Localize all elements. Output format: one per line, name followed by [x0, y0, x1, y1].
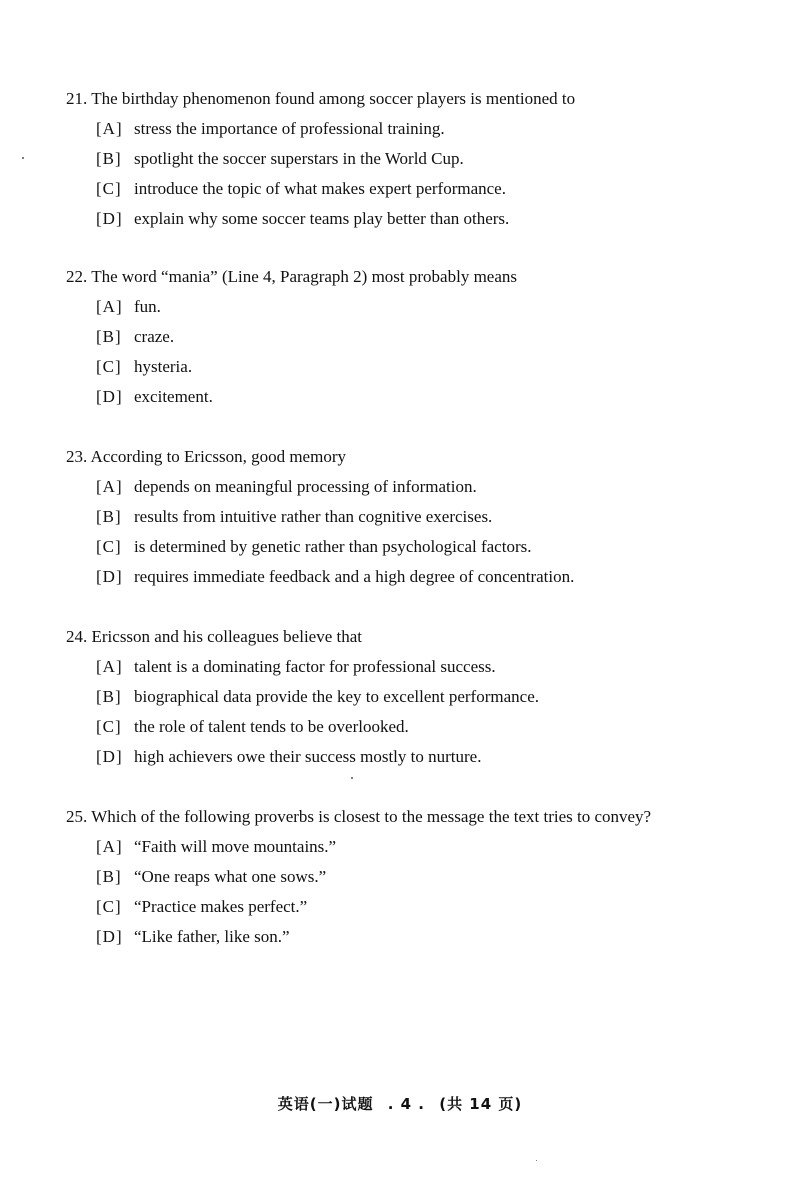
option-d	[96, 386, 766, 416]
option-text: biographical data provide the key to excellent performance.	[134, 687, 539, 706]
option-list	[66, 296, 766, 416]
option-d	[96, 746, 766, 776]
option-text: results from intuitive rather than cognitive exercises.	[134, 507, 493, 526]
footer-subject: 英语(一)试题	[277, 1095, 374, 1113]
option-text: is determined by genetic rather than psychological factors.	[134, 537, 532, 556]
option-text: the role of talent tends to be overlooked.	[134, 717, 409, 736]
option-letter: [A]	[96, 837, 123, 856]
option-letter: [B]	[96, 507, 122, 526]
question-22	[66, 266, 766, 416]
option-text: craze.	[134, 327, 175, 346]
option-c	[96, 536, 766, 566]
option-d	[96, 566, 766, 596]
option-text: high achievers owe their success mostly to nurture.	[134, 747, 482, 766]
option-letter: [A]	[96, 477, 123, 496]
option-letter: [D]	[96, 567, 123, 586]
option-letter: [C]	[96, 717, 122, 736]
option-letter: [A]	[96, 119, 123, 138]
option-text: stress the importance of professional training.	[134, 119, 445, 138]
option-text: introduce the topic of what makes expert performance.	[134, 179, 506, 198]
option-a	[96, 476, 766, 506]
option-d	[96, 926, 766, 956]
option-b	[96, 866, 766, 896]
option-text: talent is a dominating factor for professional success.	[134, 657, 496, 676]
option-d	[96, 208, 766, 238]
option-letter: [A]	[96, 297, 123, 316]
option-letter: [D]	[96, 387, 123, 406]
scan-speck	[351, 777, 353, 779]
question-25	[66, 806, 766, 956]
option-list	[66, 118, 766, 238]
question-stem: 23. According to Ericsson, good memory	[66, 447, 346, 466]
option-a	[96, 118, 766, 148]
option-text: requires immediate feedback and a high degree of concentration.	[134, 567, 575, 586]
option-letter: [B]	[96, 149, 122, 168]
option-a	[96, 296, 766, 326]
option-text: excitement.	[134, 387, 213, 406]
option-a	[96, 656, 766, 686]
option-letter: [D]	[96, 927, 123, 946]
option-letter: [B]	[96, 867, 122, 886]
option-b	[96, 506, 766, 536]
scan-speck	[536, 1160, 537, 1161]
option-b	[96, 326, 766, 356]
option-letter: [C]	[96, 897, 122, 916]
option-c	[96, 896, 766, 926]
option-letter: [B]	[96, 687, 122, 706]
option-letter: [D]	[96, 209, 123, 228]
option-letter: [C]	[96, 537, 122, 556]
footer-total-pages: (共 14 页)	[439, 1095, 523, 1113]
option-text: spotlight the soccer superstars in the World Cup.	[134, 149, 464, 168]
question-stem: 21. The birthday phenomenon found among soccer players is mentioned to	[66, 89, 576, 108]
question-stem: 22. The word “mania” (Line 4, Paragraph 2) most probably means	[66, 267, 517, 286]
question-stem: 24. Ericsson and his colleagues believe that	[66, 627, 362, 646]
option-list	[66, 476, 766, 596]
option-text: fun.	[134, 297, 161, 316]
option-b	[96, 148, 766, 178]
option-letter: [B]	[96, 327, 122, 346]
option-text: “Faith will move mountains.”	[134, 837, 337, 856]
option-text: “Practice makes perfect.”	[134, 897, 308, 916]
option-letter: [C]	[96, 357, 122, 376]
option-b	[96, 686, 766, 716]
option-letter: [C]	[96, 179, 122, 198]
question-stem: 25. Which of the following proverbs is closest to the message the text tries to convey?	[66, 807, 652, 826]
option-text: explain why some soccer teams play better than others.	[134, 209, 510, 228]
footer-page-number: . 4 .	[387, 1095, 425, 1113]
scan-speck	[22, 157, 24, 159]
option-list	[66, 656, 766, 776]
page-footer	[0, 1093, 800, 1114]
option-text: “One reaps what one sows.”	[134, 867, 327, 886]
option-text: hysteria.	[134, 357, 193, 376]
option-c	[96, 178, 766, 208]
option-text: depends on meaningful processing of information.	[134, 477, 477, 496]
option-c	[96, 716, 766, 746]
option-letter: [D]	[96, 747, 123, 766]
option-text: “Like father, like son.”	[134, 927, 290, 946]
question-23	[66, 446, 766, 596]
option-list	[66, 836, 766, 956]
option-a	[96, 836, 766, 866]
question-24	[66, 626, 766, 776]
question-21	[66, 88, 766, 238]
option-letter: [A]	[96, 657, 123, 676]
option-c	[96, 356, 766, 386]
